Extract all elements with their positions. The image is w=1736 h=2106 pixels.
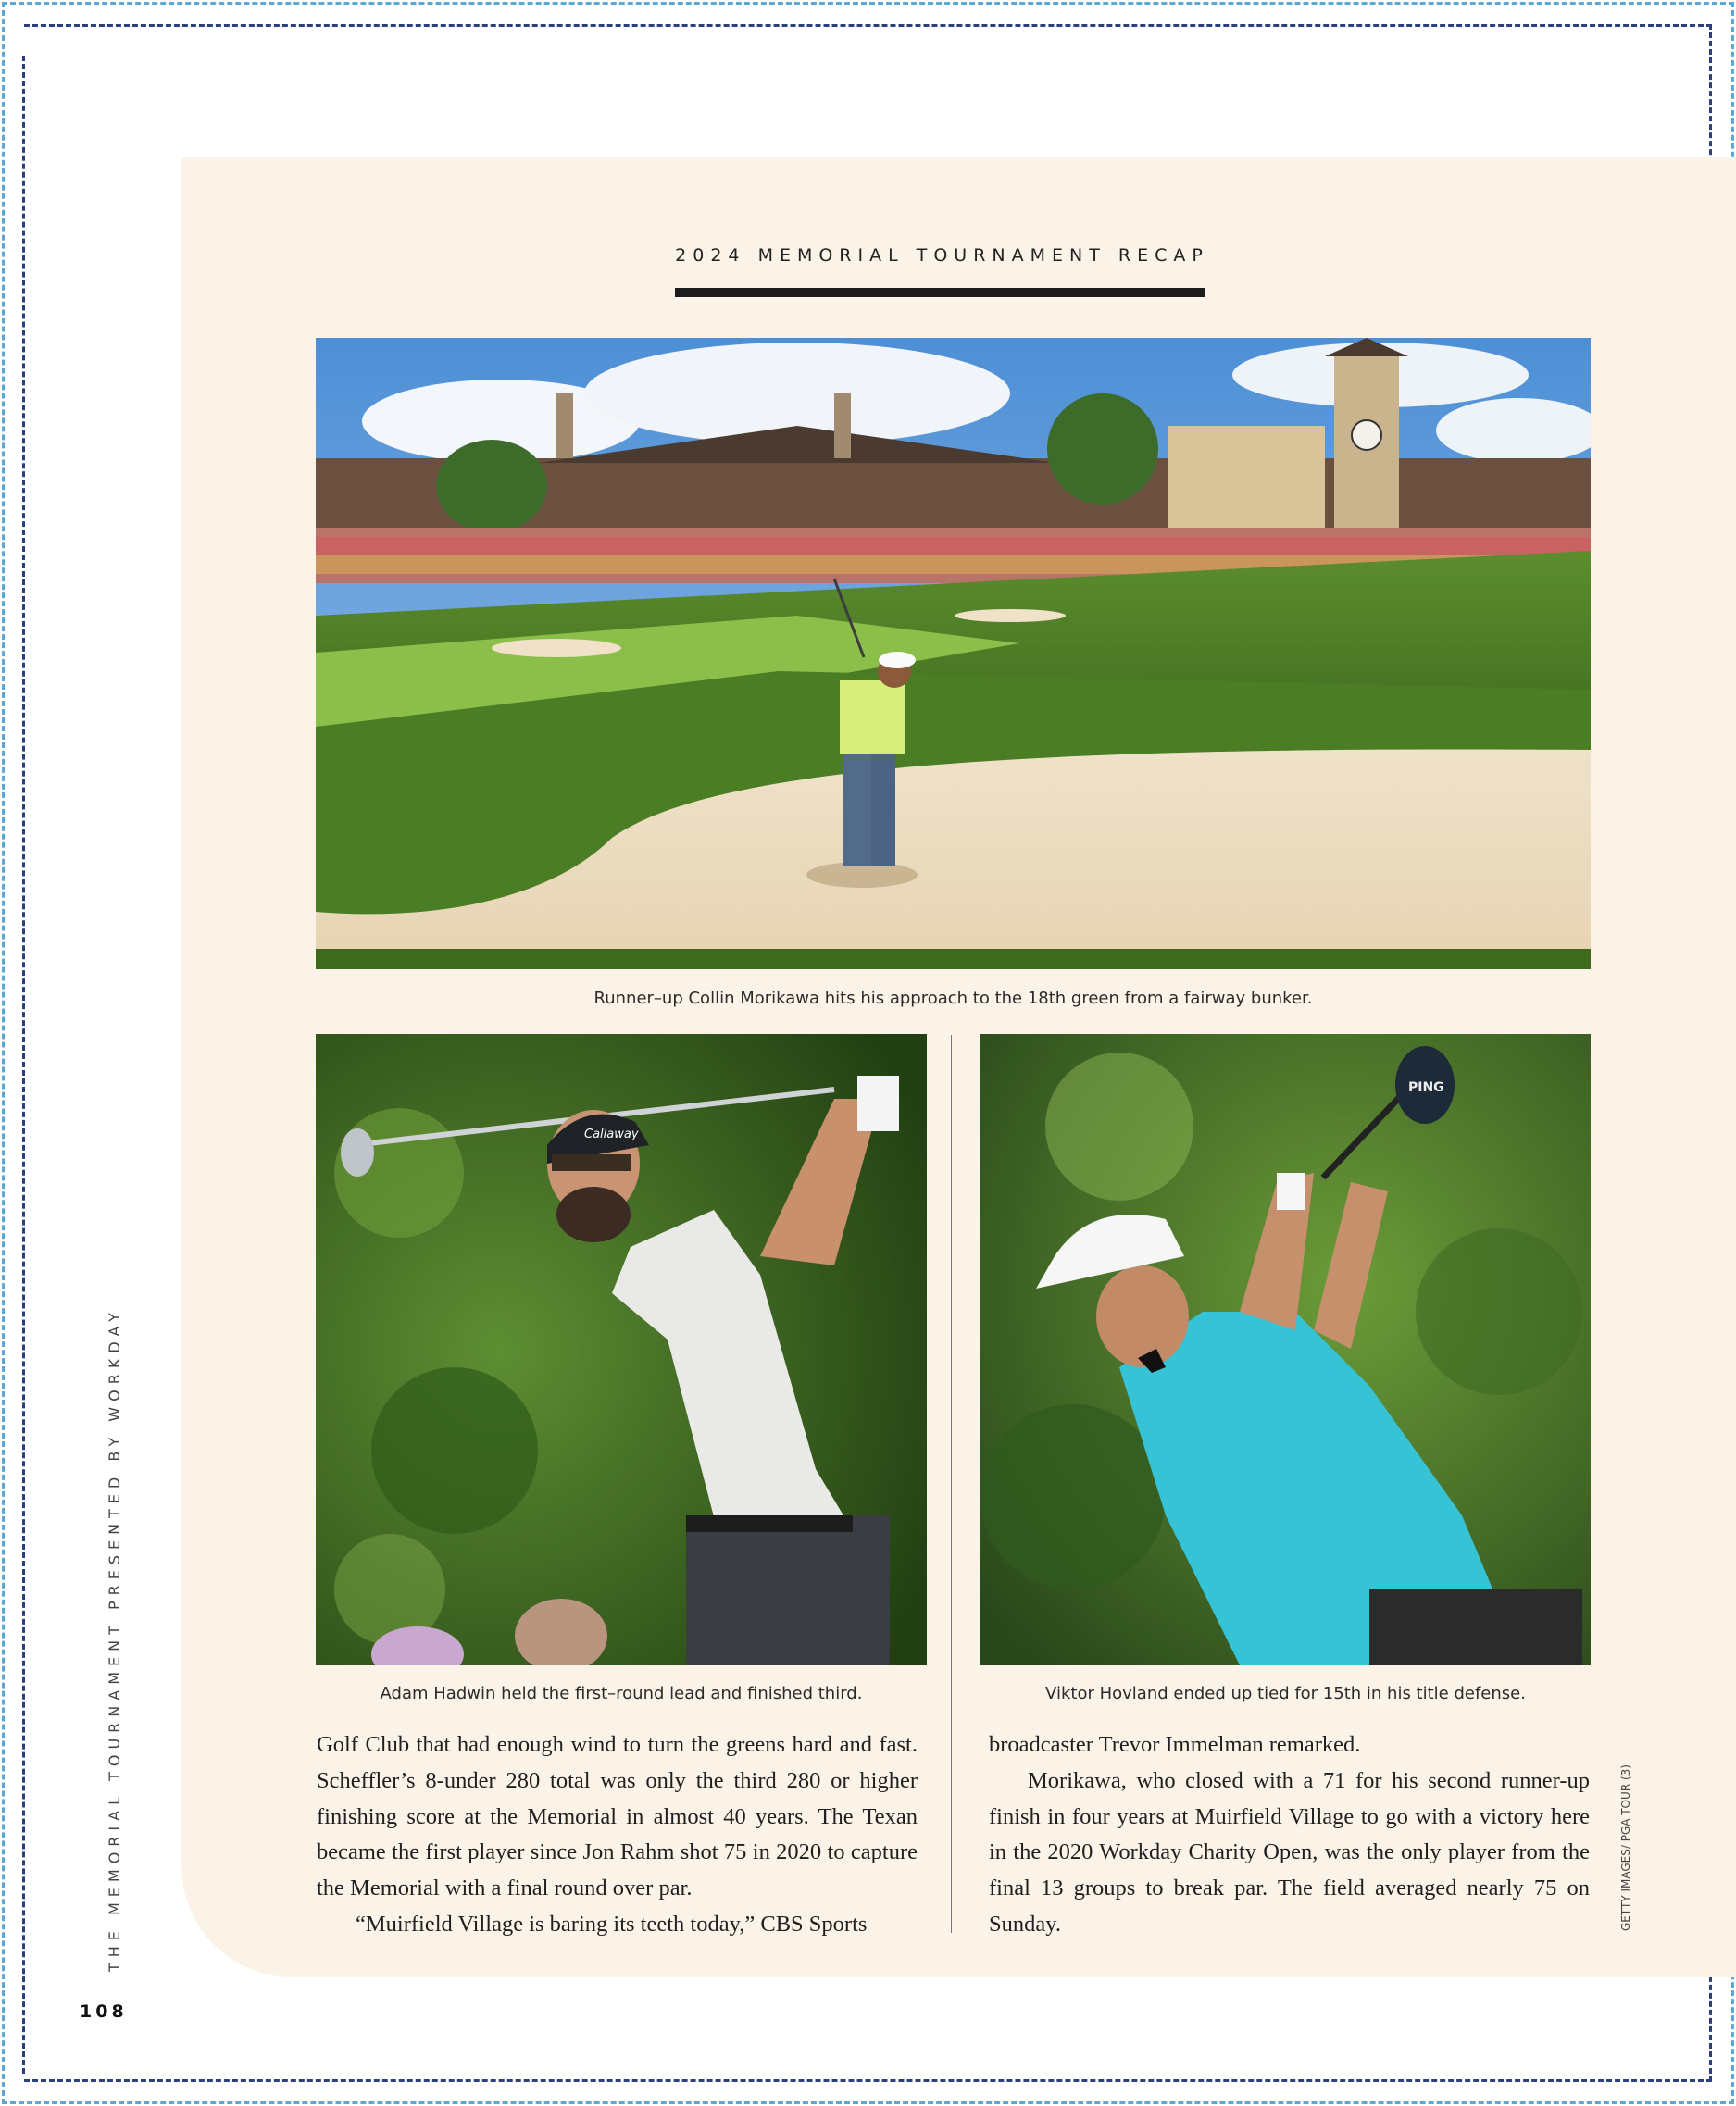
article-column-left [317,1727,918,1943]
left-photo-caption: Adam Hadwin held the first–round lead and finished third. [380,1684,863,1703]
club-logo: PING [1408,1080,1444,1095]
section-title: 2024 MEMORIAL TOURNAMENT RECAP [675,245,1209,266]
article-column-right [989,1727,1590,1943]
title-rule [675,288,1205,297]
column-divider [943,1035,952,1933]
inner-dashed-border-left [22,56,25,2074]
right-photo-caption: Viktor Hovland ended up tied for 15th in his title defense. [1045,1684,1526,1703]
photo-morikawa-bunker [316,338,1591,969]
photo-hadwin [316,1034,927,1665]
running-head-vertical: THE MEMORIAL TOURNAMENT PRESENTED BY WORKDAY [106,1307,123,1972]
article-paragraph: broadcaster Trevor Immelman remarked. [989,1732,1361,1757]
cap-logo: Callaway [584,1128,639,1141]
article-paragraph: Morikawa, who closed with a 71 for his second runner-up finish in four years at Muirfield Village to go with a victory here in the 2020 Workday Charity Open, was the only player from the final 13 groups to break par. The field averaged nearly 75 on Sunday. [989,1767,1590,1937]
photo-credit: GETTY IMAGES/ PGA TOUR (3) [1619,1764,1632,1931]
article-paragraph: Golf Club that had enough wind to turn the greens hard and fast. Scheffler’s 8-under 280 total was only the third 280 or higher finishing score at the Memorial in almost 40 years. The Texan became the first player since Jon Rahm shot 75 in 2020 to capture the Memorial with a final round over par. [317,1732,918,1901]
page-number: 108 [80,2001,128,2022]
article-paragraph: “Muirfield Village is baring its teeth today,” CBS Sports [356,1911,868,1937]
top-photo-caption: Runner–up Collin Morikawa hits his approach to the 18th green from a fairway bunker. [593,989,1313,1008]
photo-hovland [980,1034,1591,1665]
